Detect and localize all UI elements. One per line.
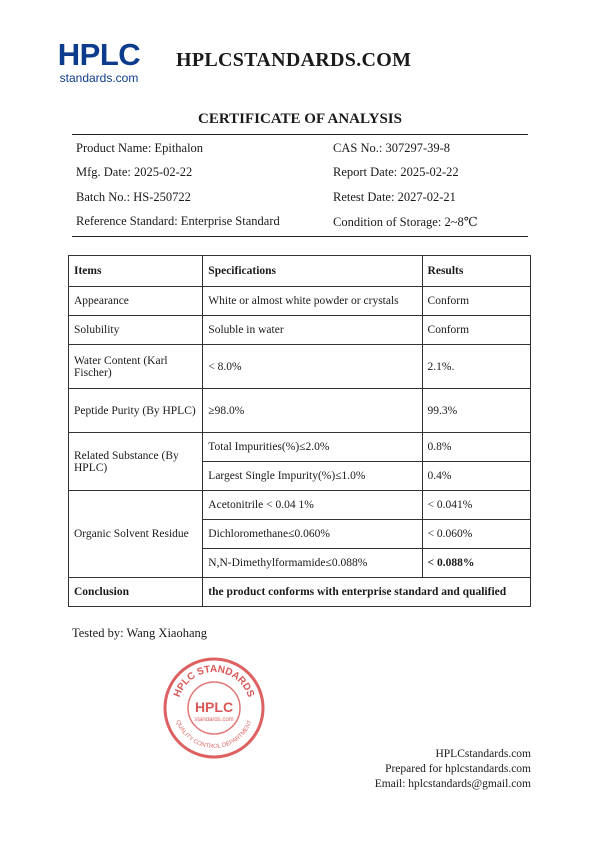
report-date: Report Date: 2025-02-22 <box>333 165 459 179</box>
batch-number: Batch No.: HS-250722 <box>76 190 191 204</box>
footer-prepared-for: Prepared for hplcstandards.com <box>385 763 531 775</box>
table-row <box>69 491 531 520</box>
spec-total-impurities: Total Impurities(%)≤2.0% <box>203 433 422 462</box>
spec-acetonitrile: Acetonitrile < 0.04 1% <box>203 491 422 520</box>
tested-by: Tested by: Wang Xiaohang <box>72 626 208 640</box>
item-related-substance: Related Substance (By HPLC) <box>69 433 203 491</box>
storage-condition: Condition of Storage: 2~8℃ <box>333 215 478 229</box>
retest-date: Retest Date: 2027-02-21 <box>333 190 456 204</box>
spec-peptide-purity: ≥98.0% <box>203 389 422 433</box>
table-row <box>69 287 531 316</box>
result-acetonitrile: < 0.041% <box>422 491 530 520</box>
footer-contact <box>375 747 531 792</box>
spec-largest-single-impurity: Largest Single Impurity(%)≤1.0% <box>203 462 422 491</box>
stamp-bottom-text: QUALITY CONTROL DEPARTMENT <box>174 719 254 751</box>
footer-email: Email: hplcstandards@gmail.com <box>374 778 531 790</box>
site-title: HPLCSTANDARDS.COM <box>176 49 412 71</box>
table-row <box>69 433 531 462</box>
table-row <box>69 316 531 345</box>
footer-website: HPLCstandards.com <box>435 748 531 760</box>
analysis-table <box>68 255 531 607</box>
result-water-content: 2.1%. <box>422 345 530 389</box>
header-specifications: Specifications <box>203 256 422 287</box>
spec-dichloromethane: Dichloromethane≤0.060% <box>203 520 422 549</box>
conclusion-text: the product conforms with enterprise standard and qualified <box>203 578 531 607</box>
brand-logo <box>54 37 144 85</box>
table-row <box>69 389 531 433</box>
table-row <box>69 345 531 389</box>
stamp-center-sub: standards.com <box>194 717 234 723</box>
result-dichloromethane: < 0.060% <box>422 520 530 549</box>
conclusion-label: Conclusion <box>69 578 203 607</box>
result-appearance: Conform <box>422 287 530 316</box>
mfg-date: Mfg. Date: 2025-02-22 <box>76 165 193 179</box>
product-name: Product Name: Epithalon <box>76 141 204 155</box>
logo-sub-text: standards.com <box>59 71 139 85</box>
logo-main-text: HPLC <box>57 37 141 72</box>
result-largest-single-impurity: 0.4% <box>422 462 530 491</box>
certificate-title: CERTIFICATE OF ANALYSIS <box>198 111 402 127</box>
item-solubility: Solubility <box>69 316 203 345</box>
item-peptide-purity: Peptide Purity (By HPLC) <box>69 389 203 433</box>
result-peptide-purity: 99.3% <box>422 389 530 433</box>
item-water-content: Water Content (Karl Fischer) <box>69 345 203 389</box>
item-organic-solvent-residue: Organic Solvent Residue <box>69 491 203 578</box>
stamp-top-text: HPLC STANDARDS <box>171 663 257 699</box>
quality-control-stamp <box>162 656 266 760</box>
spec-dimethylformamide: N,N-Dimethylformamide≤0.088% <box>203 549 422 578</box>
header-results: Results <box>422 256 530 287</box>
reference-standard: Reference Standard: Enterprise Standard <box>76 214 280 228</box>
spec-appearance: White or almost white powder or crystals <box>203 287 422 316</box>
table-row <box>69 578 531 607</box>
header-items: Items <box>69 256 203 287</box>
spec-solubility: Soluble in water <box>203 316 422 345</box>
item-appearance: Appearance <box>69 287 203 316</box>
spec-water-content: < 8.0% <box>203 345 422 389</box>
cas-number: CAS No.: 307297-39-8 <box>333 141 451 155</box>
result-dimethylformamide: < 0.088% <box>422 549 530 578</box>
result-total-impurities: 0.8% <box>422 433 530 462</box>
product-info-block <box>72 134 528 237</box>
result-solubility: Conform <box>422 316 530 345</box>
table-header-row <box>69 256 531 287</box>
stamp-center-main: HPLC <box>194 699 234 715</box>
